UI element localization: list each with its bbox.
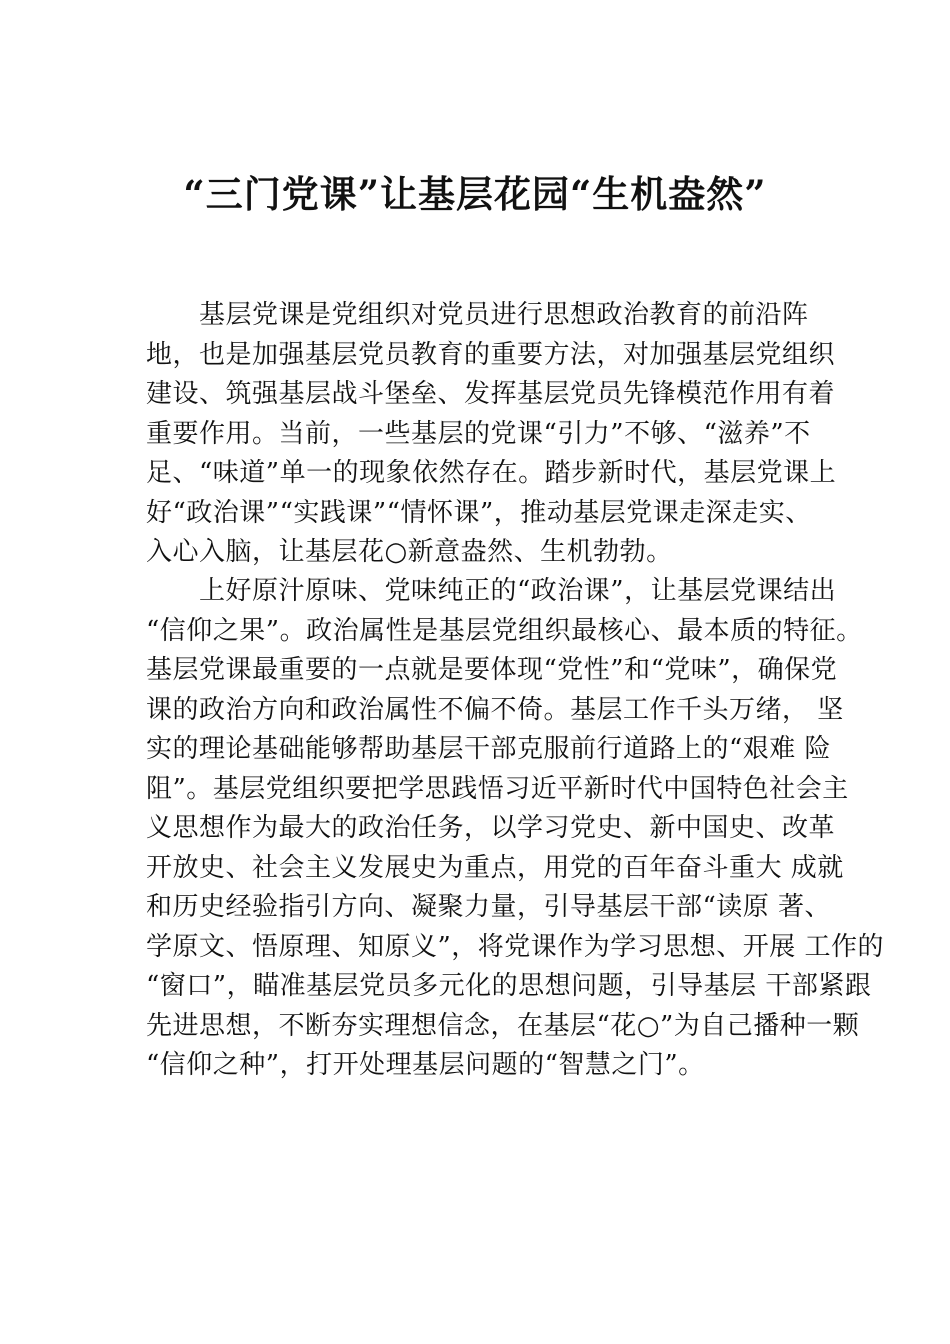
paragraph-line: 课的政治方向和政治属性不偏不倚。基层工作千头万绪， 坚 — [146, 694, 844, 725]
paragraph-line: “信仰之种”，打开处理基层问题的“智慧之门”。 — [146, 1050, 705, 1080]
paragraph-line: 重要作用。当前，一些基层的党课“引力”不够、“滋养”不 — [146, 418, 811, 449]
paragraph-line: 基层党课是党组织对党员进行思想政治教育的前沿阵 — [146, 300, 809, 330]
paragraph-line: 先进思想，不断夯实理想信念，在基层“花○”为自己播种一颗 — [146, 1010, 860, 1041]
paragraph-2 — [146, 572, 885, 1086]
paragraph-line: 好“政治课”“实践课”“情怀课”，推动基层党课走深走实、 — [146, 497, 812, 528]
paragraph-line: 基层党课最重要的一点就是要体现“党性”和“党味”，确保党 — [146, 655, 838, 685]
paragraph-line: 建设、筑强基层战斗堡垒、发挥基层党员先锋模范作用有着 — [146, 379, 836, 409]
paragraph-line: 上好原汁原味、党味纯正的“政治课”，让基层党课结出 — [146, 576, 837, 606]
paragraph-line: “信仰之果”。政治属性是基层党组织最核心、最本质的特征。 — [146, 615, 863, 646]
paragraph-line: 学原文、悟原理、知原义”，将党课作为学习思想、开展 工作的 — [146, 931, 885, 962]
paragraph-line: 地，也是加强基层党员教育的重要方法，对加强基层党组织 — [146, 339, 836, 370]
paragraph-line: 足、“味道”单一的现象依然存在。踏步新时代，基层党课上 — [146, 458, 837, 488]
paragraph-line: “窗口”，瞄准基层党员多元化的思想问题，引导基层 干部紧跟 — [146, 971, 872, 1001]
paragraph-line: 实的理论基础能够帮助基层干部克服前行道路上的“艰难 险 — [146, 734, 832, 764]
paragraph-line: 入心入脑，让基层花○新意盎然、生机勃勃。 — [146, 537, 673, 567]
paragraph-line: 开放史、社会主义发展史为重点，用党的百年奋斗重大 成就 — [146, 852, 844, 883]
paragraph-line: 和历史经验指引方向、凝聚力量，引导基层干部“读原 著、 — [146, 892, 832, 922]
paragraph-line: 阻”。基层党组织要把学思践悟习近平新时代中国特色社会主 — [146, 773, 849, 804]
paragraph-1 — [146, 296, 836, 573]
document-title: “三门党课”让基层花园“生机盎然” — [183, 172, 767, 216]
paragraph-line: 义思想作为最大的政治任务，以学习党史、新中国史、改革 — [146, 813, 836, 843]
